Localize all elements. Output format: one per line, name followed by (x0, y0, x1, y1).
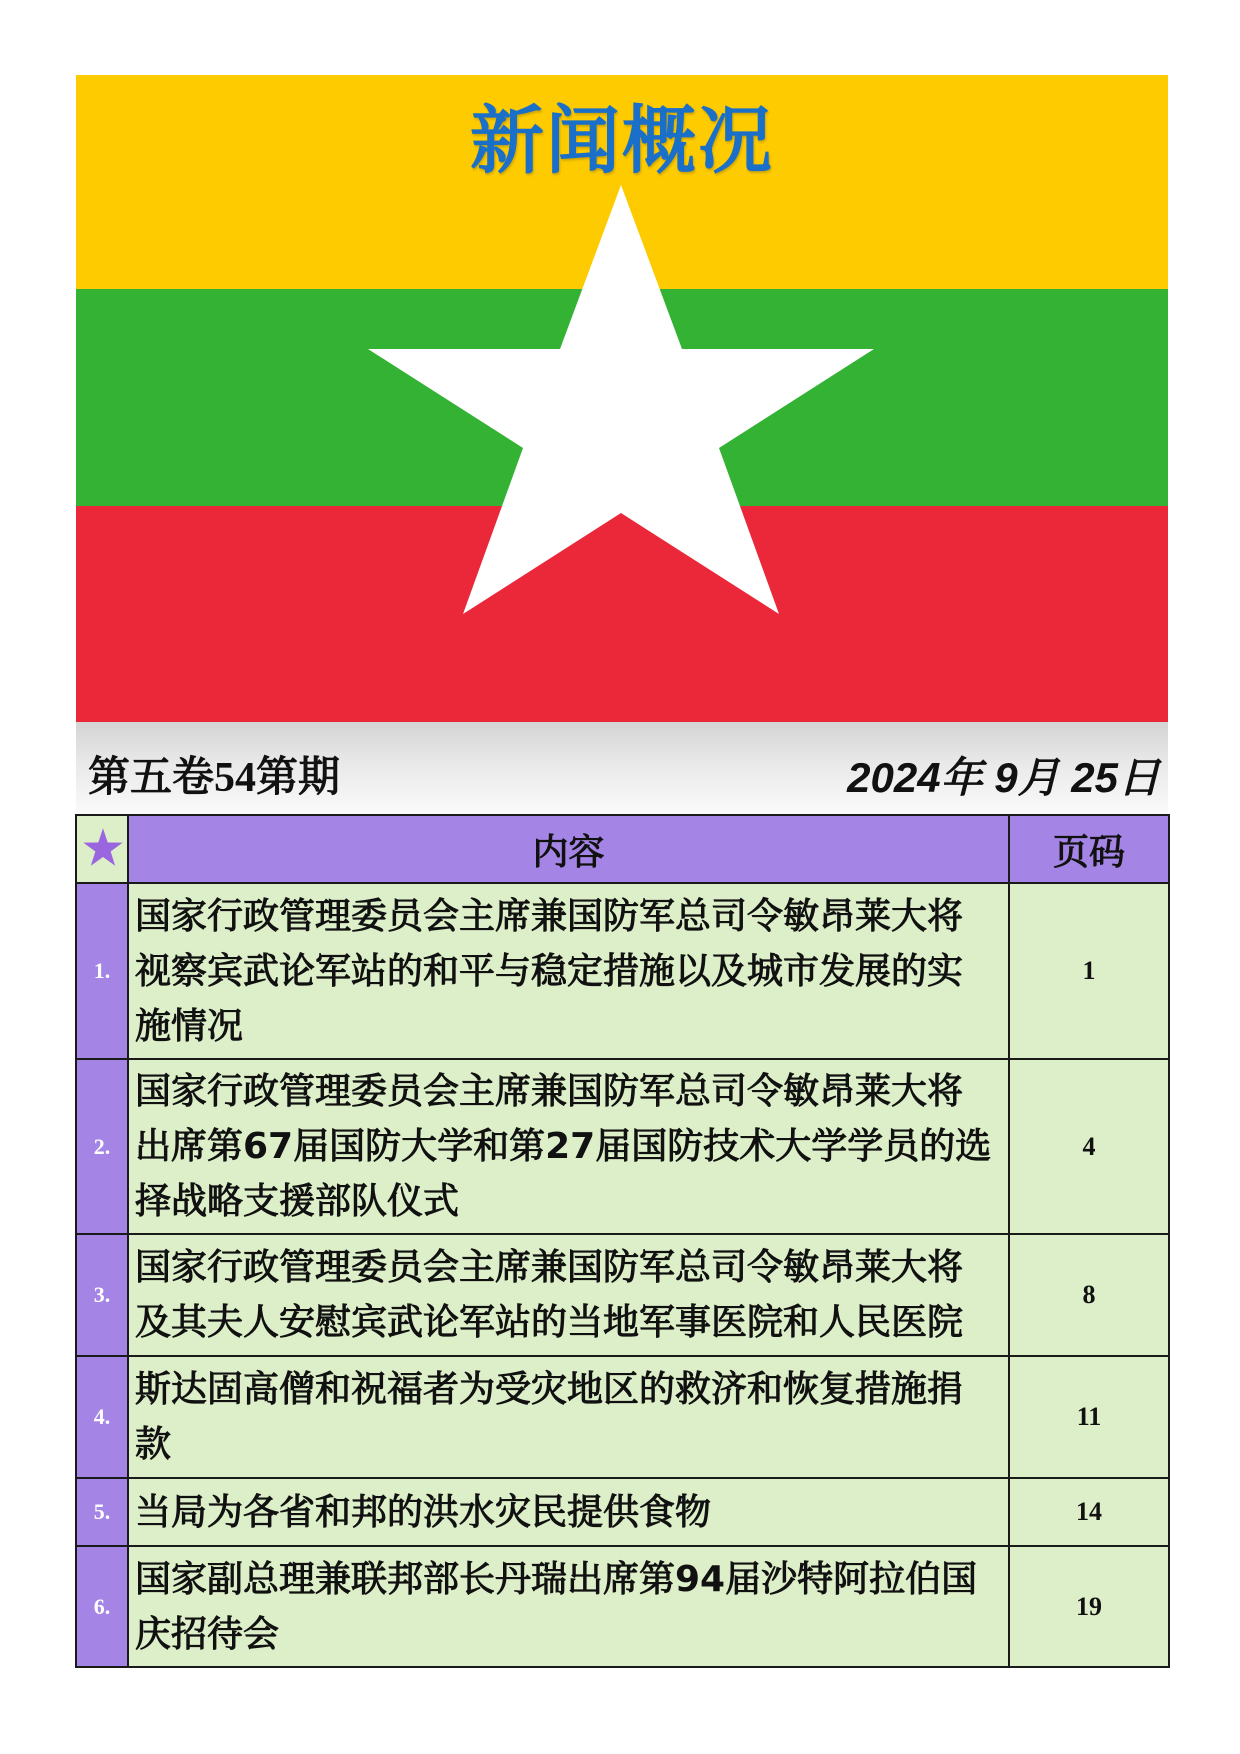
flag-star-shape (368, 185, 874, 614)
header-page: 页码 (1009, 815, 1169, 883)
table-row (76, 1234, 1169, 1356)
item-title (128, 1478, 1009, 1546)
page-title: 新闻概况 (470, 98, 774, 184)
header-star-cell (76, 815, 128, 883)
item-title-line: 择战略支援部队仪式 (135, 1181, 460, 1222)
item-number: 4. (76, 1356, 128, 1478)
item-title-line: 斯达固高僧和祝福者为受灾地区的救济和恢复措施捐 (135, 1369, 964, 1410)
header-content: 内容 (128, 815, 1009, 883)
contents-body (76, 883, 1169, 1667)
item-title-line: 当局为各省和邦的洪水灾民提供食物 (135, 1491, 712, 1533)
table-row (76, 1059, 1169, 1234)
item-number: 5. (76, 1478, 128, 1546)
item-title-line: 国家副总理兼联邦部长丹瑞出席第94届沙特阿拉伯国 (135, 1558, 978, 1600)
table-row (76, 1478, 1169, 1546)
item-title (128, 1356, 1009, 1478)
star-icon (77, 816, 129, 882)
item-title-line: 款 (135, 1424, 172, 1465)
issue-number: 第五卷54第期 (88, 755, 341, 801)
item-title-line: 庆招待会 (135, 1613, 280, 1655)
contents-table (75, 814, 1170, 1668)
item-title-line: 国家行政管理委员会主席兼国防军总司令敏昂莱大将 (135, 1247, 964, 1288)
item-page-number: 4 (1009, 1059, 1169, 1234)
issue-date: 2024年 9月 25日 (847, 754, 1160, 801)
item-title (128, 883, 1009, 1059)
table-row (76, 883, 1169, 1059)
item-page-number: 14 (1009, 1478, 1169, 1546)
item-title (128, 1059, 1009, 1234)
item-title (128, 1546, 1009, 1667)
table-row (76, 1546, 1169, 1667)
item-title-line: 国家行政管理委员会主席兼国防军总司令敏昂莱大将 (135, 1071, 964, 1112)
item-number: 3. (76, 1234, 128, 1356)
item-page-number: 11 (1009, 1356, 1169, 1478)
contents-header (76, 815, 1169, 883)
item-number: 6. (76, 1546, 128, 1667)
star-icon-shape (83, 828, 122, 866)
issue-strip (76, 722, 1168, 814)
item-title-line: 视察宾武论军站的和平与稳定措施以及城市发展的实 (135, 950, 964, 992)
item-title-line: 及其夫人安慰宾武论军站的当地军事医院和人民医院 (135, 1302, 964, 1343)
item-page-number: 8 (1009, 1234, 1169, 1356)
item-title-line: 施情况 (135, 1005, 244, 1047)
item-number: 2. (76, 1059, 128, 1234)
flag-banner (76, 75, 1168, 722)
item-page-number: 19 (1009, 1546, 1169, 1667)
item-title-line: 出席第67届国防大学和第27届国防技术大学学员的选 (135, 1126, 992, 1167)
item-number: 1. (76, 883, 128, 1059)
table-row (76, 1356, 1169, 1478)
header-row (76, 815, 1169, 883)
item-page-number: 1 (1009, 883, 1169, 1059)
item-title-line: 国家行政管理委员会主席兼国防军总司令敏昂莱大将 (135, 895, 964, 937)
item-title (128, 1234, 1009, 1356)
